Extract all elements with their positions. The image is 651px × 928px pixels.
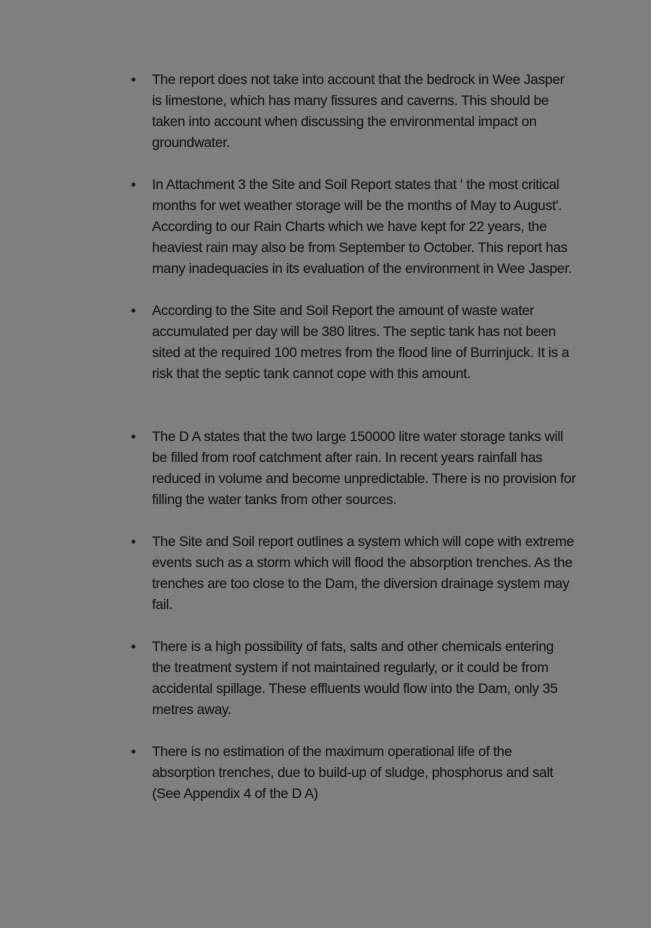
bullet-item: • There is no estimation of the maximum operational life of the absorption trenches, due to build-up of sludge, phosphorus and salt (See Appendix 4 of the D A)	[152, 741, 576, 804]
bullet-item: • According to the Site and Soil Report the amount of waste water accumulated per day will be 380 litres. The septic tank has not been sited at the required 100 metres from the flood line of Burrinjuck. It is a risk that the septic tank cannot cope with this amount.	[152, 300, 576, 384]
bullet-item: • The Site and Soil report outlines a system which will cope with extreme events such as a storm which will flood the absorption trenches. As the trenches are too close to the Dam, the diversion drainage system may fail.	[152, 531, 576, 615]
bullet-item: • The report does not take into account that the bedrock in Wee Jasper is limestone, which has many fissures and caverns. This should be taken into account when discussing the environmental impact on groundwater.	[152, 69, 576, 153]
bullet-item: • The D A states that the two large 150000 litre water storage tanks will be filled from roof catchment after rain. In recent years rainfall has reduced in volume and become unpredictable. There is no provision for filling the water tanks from other sources.	[152, 426, 576, 510]
bullet-list	[0, 69, 576, 804]
bullet-item: • There is a high possibility of fats, salts and other chemicals entering the treatment system if not maintained regularly, or it could be from accidental spillage. These effluents would flow into the Dam, only 35 metres away.	[152, 636, 576, 720]
bullet-item: • In Attachment 3 the Site and Soil Report states that ' the most critical months for wet weather storage will be the months of May to August'. According to our Rain Charts which we have kept for 22 years, the heaviest rain may also be from September to October. This report has many inadequacies in its evaluation of the environment in Wee Jasper.	[152, 174, 576, 279]
